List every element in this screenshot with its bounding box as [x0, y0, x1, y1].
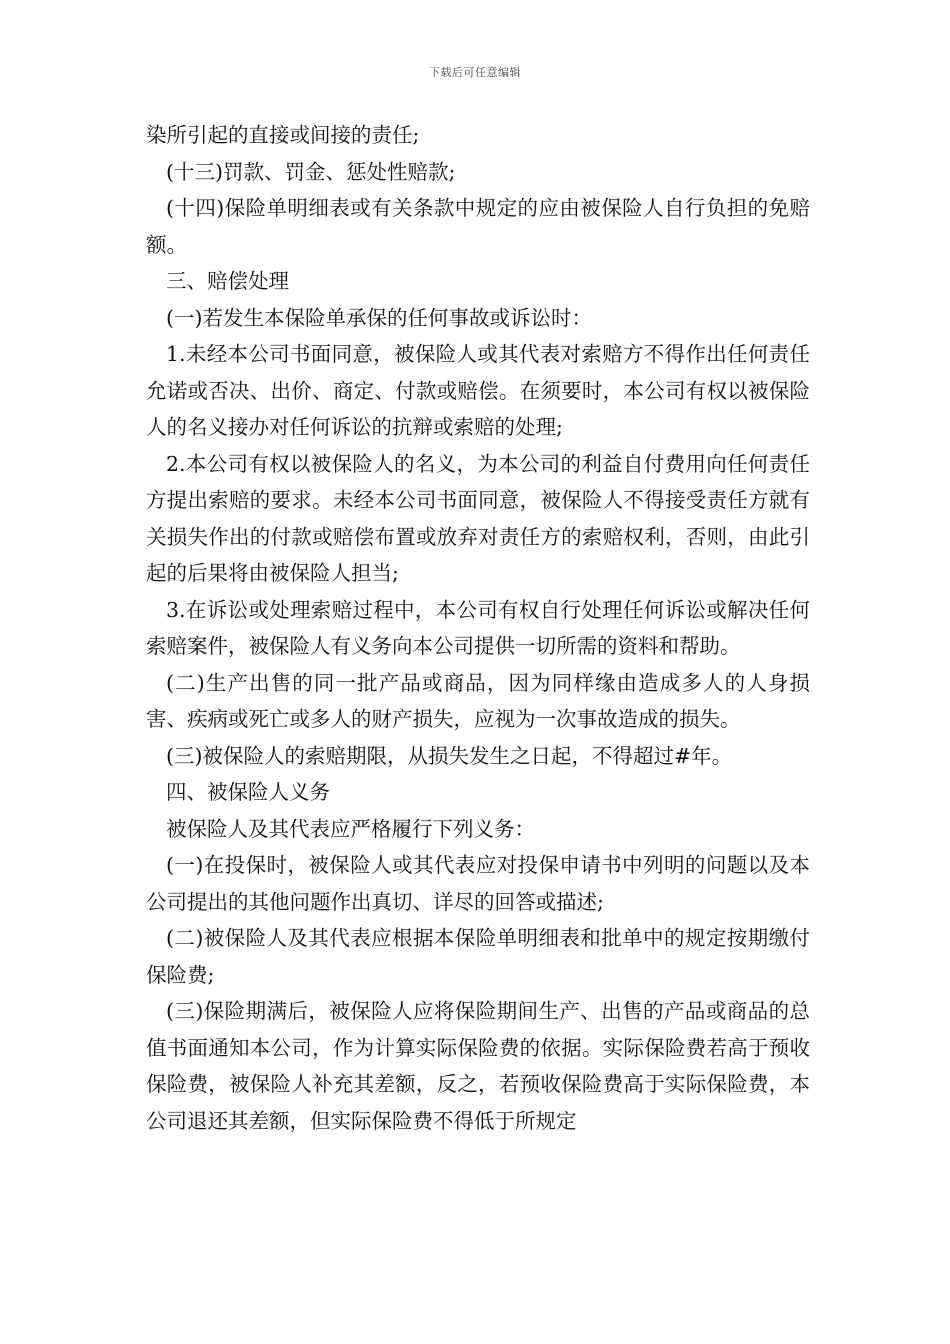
paragraph: (十三)罚款、罚金、惩处性赔款; — [166, 159, 456, 184]
section-heading: 四、被保险人义务 — [166, 780, 330, 804]
page-header: 下载后可任意编辑 — [429, 66, 521, 79]
paragraph: (一)在投保时，被保险人或其代表应对投保申请书中列明的问题以及本公司提出的其他问题作出真切、详尽的回答或描述; — [146, 853, 810, 914]
paragraph: (三)保险期满后，被保险人应将保险期间生产、出售的产品或商品的总值书面通知本公司，作为计算实际保险费的依据。实际保险费若高于预收保险费，被保险人补充其差额，反之，若预收保险费高于实际保险费，本公司退还其差额，但实际保险费不得低于所规定 — [146, 999, 810, 1133]
paragraph: (十四)保险单明细表或有关条款中规定的应由被保险人自行负担的免赔额。 — [146, 196, 810, 257]
paragraph: 染所引起的直接或间接的责任; — [146, 123, 420, 147]
document-body — [146, 117, 810, 1139]
paragraph: (一)若发生本保险单承保的任何事故或诉讼时： — [166, 305, 592, 330]
paragraph: 3.在诉讼或处理索赔过程中，本公司有权自行处理任何诉讼或解决任何索赔案件，被保险人有义务向本公司提供一切所需的资料和帮助。 — [146, 597, 810, 658]
paragraph: (三)被保险人的索赔期限，从损失发生之日起，不得超过#年。 — [166, 743, 733, 768]
paragraph: 1.未经本公司书面同意，被保险人或其代表对索赔方不得作出任何责任允诺或否决、出价、商定、付款或赔偿。在须要时，本公司有权以被保险人的名义接办对任何诉讼的抗辩或索赔的处理; — [146, 342, 810, 439]
paragraph: 被保险人及其代表应严格履行下列义务： — [166, 816, 535, 841]
paragraph: (二)生产出售的同一批产品或商品，因为同样缘由造成多人的人身损害、疾病或死亡或多人的财产损失，应视为一次事故造成的损失。 — [146, 670, 810, 731]
section-heading: 三、赔偿处理 — [166, 269, 289, 293]
paragraph: 2.本公司有权以被保险人的名义，为本公司的利益自付费用向任何责任方提出索赔的要求。未经本公司书面同意，被保险人不得接受责任方就有关损失作出的付款或赔偿布置或放弃对责任方的索赔权利，否则，由此引起的后果将由被保险人担当; — [146, 451, 810, 585]
paragraph: (二)被保险人及其代表应根据本保险单明细表和批单中的规定按期缴付保险费; — [146, 926, 810, 987]
